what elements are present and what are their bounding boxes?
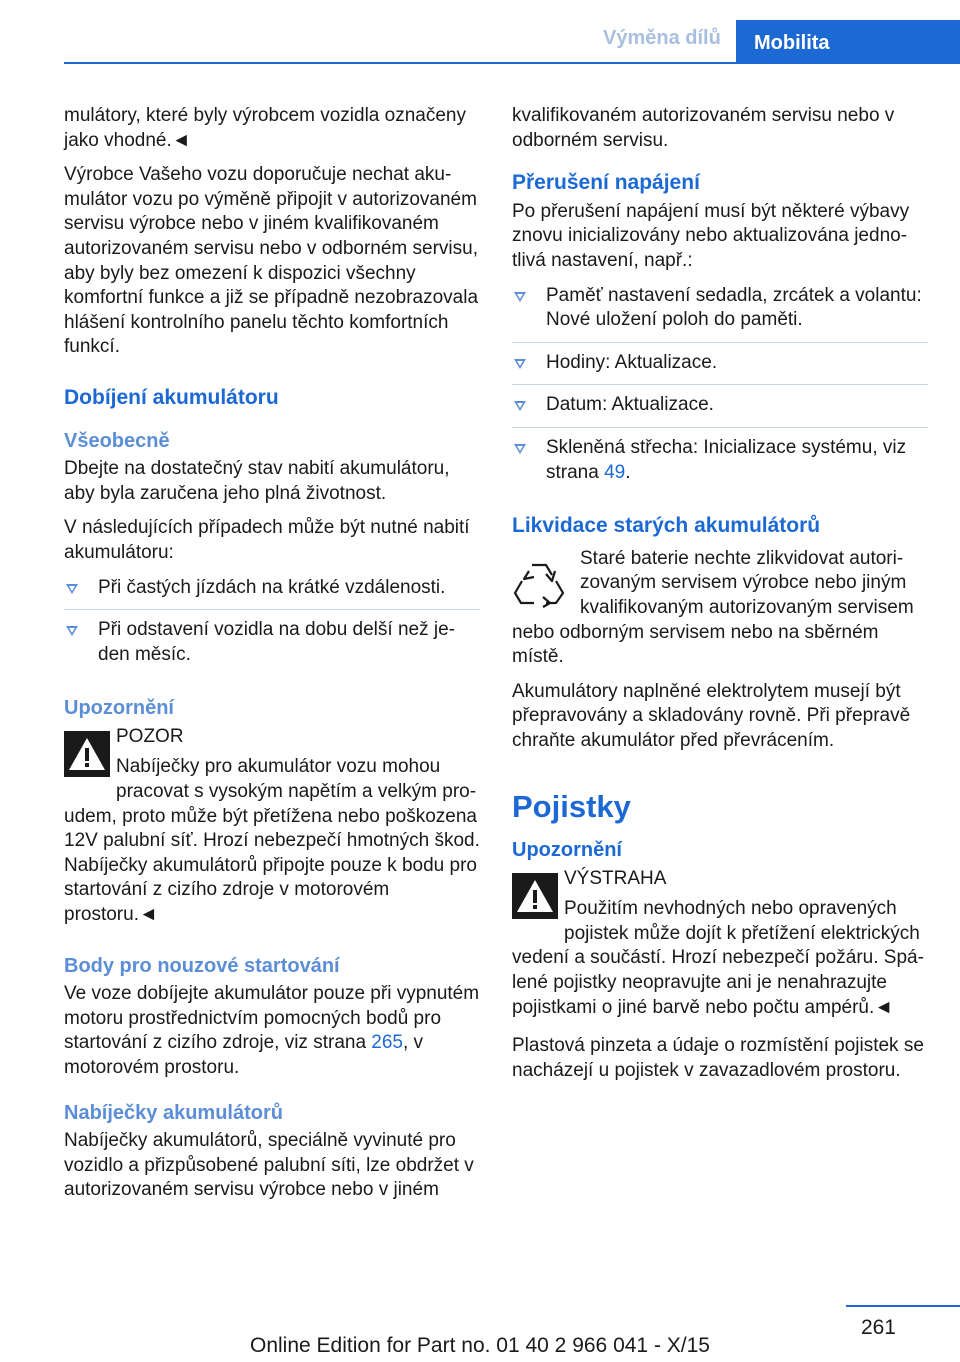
list-item-text: Paměť nastavení sedadla, zrcátek a volantu: Nové uložení poloh do paměti. <box>546 284 922 331</box>
list-item <box>64 576 480 611</box>
paragraph <box>64 982 480 1080</box>
list-item-text: Při častých jízdách na krátké vzdálenosti. <box>98 576 446 598</box>
paragraph: mulátory, které byly výrobcem vozidla označeny jako vhodné.◄ <box>64 105 466 151</box>
list-item-text: Hodiny: Aktualizace. <box>546 351 718 373</box>
list-item <box>512 393 928 428</box>
list-item <box>512 351 928 386</box>
triangle-bullet-icon <box>514 401 526 411</box>
page-link-49[interactable]: 49 <box>604 461 626 483</box>
text-run: Skleněná střecha: Inicializace systému, viz strana <box>546 436 907 483</box>
heading-jump-start: Body pro nouzové startování <box>64 954 340 977</box>
triangle-bullet-icon <box>514 359 526 369</box>
warning-title: VÝSTRAHA <box>564 867 667 889</box>
list-item <box>512 284 928 343</box>
right-column <box>512 104 928 1093</box>
text-run: . <box>625 461 631 483</box>
recycle-icon <box>512 555 566 609</box>
heading-chargers: Nabíječky akumulátorů <box>64 1101 283 1124</box>
paragraph: Dbejte na dostatečný stav nabití akumulátoru, aby byla zaručena jeho plná životnost. <box>64 458 450 504</box>
paragraph: Po přerušení napájení musí být některé výbavy znovu inicializovány nebo aktualizována jednotlivá nastavení, např.: <box>512 200 910 271</box>
chapter-heading-fuses: Pojistky <box>512 789 631 825</box>
triangle-bullet-icon <box>66 584 78 594</box>
heading-general: Všeobecně <box>64 429 170 452</box>
triangle-bullet-icon <box>66 626 78 636</box>
warning-text: Použitím nevhodných nebo opravených pojistek může dojít k přetížení elektrických vedení a součástí. Hrozí nebezpečí požáru. Spálené pojistky neopravujte ani je nenahrazujte pojistkami o jiné barvě nebo počtu ampérů.◄ <box>512 898 924 1018</box>
text-run: , v motorovém prostoru. <box>64 1032 424 1078</box>
paragraph: Nabíječky akumulátorů, speciálně vyvinuté pro vozidlo a přizpůsobené palubní síti, lze obdržet v autorizovaném servisu výrobce nebo v jiném <box>64 1130 474 1201</box>
edition-footer: Online Edition for Part no. 01 40 2 966 041 - X/15 <box>250 1334 710 1357</box>
page-number: 261 <box>860 1316 896 1339</box>
caution-title: POZOR <box>116 725 184 747</box>
heading-notice: Upozornění <box>64 697 174 720</box>
heading-power-interruption: Přerušení napájení <box>512 171 700 195</box>
heading-notice: Upozornění <box>512 839 622 862</box>
paragraph: kvalifikovaném autorizovaném servisu nebo v odborném servisu. <box>512 105 895 151</box>
paragraph: Plastová pinzeta a údaje o rozmístění pojistek se nacházejí u pojistek v zavazadlovém prostoru. <box>512 1035 924 1081</box>
list-item-text: Datum: Aktualizace. <box>546 394 714 416</box>
list-item-text: Při odstavení vozidla na dobu delší než jeden měsíc. <box>98 619 455 665</box>
triangle-bullet-icon <box>514 292 526 302</box>
warning-triangle-icon <box>64 731 110 777</box>
paragraph: Výrobce Vašeho vozu doporučuje nechat akumulátor vozu po výměně připojit v autorizovaném servisu výrobce nebo v jiném kvalifikovaném autorizovaném servisu nebo v odborném servisu, aby byly bez omezení k dispozici všechny komfortní funkce a již se případně nezobrazovala hlášení kontrolního panelu těchto komfortních funkcí. <box>64 164 479 358</box>
header-chapter-tab: Mobilita <box>736 20 960 64</box>
warning-triangle-icon <box>512 873 558 919</box>
triangle-bullet-icon <box>514 444 526 454</box>
paragraph: Akumulátory naplněné elektrolytem musejí být přepravovány a skladovány rovně. Při přepravě chraňte akumulátor před převrácením. <box>512 680 911 751</box>
caution-box <box>64 725 480 928</box>
header-rule <box>64 62 960 64</box>
paragraph: V následujících případech může být nutné nabití akumulátoru: <box>64 517 470 563</box>
header-section-title: Výměna dílů <box>603 27 721 49</box>
bullet-list <box>512 284 928 495</box>
page-number-rule <box>846 1305 960 1307</box>
list-item <box>64 618 480 676</box>
caution-text: Nabíječky pro akumulátor vozu mohou pracovat s vysokým napětím a velkým proudem, proto může být přetížena nebo poškozena 12V palubní síť. Hrozí nebezpečí hmotných škod. Nabíječky akumulátorů připojte pouze k bodu pro startování z cizího zdroje v motorovém prostoru.◄ <box>64 756 480 926</box>
heading-disposal: Likvidace starých akumulátorů <box>512 514 821 538</box>
warning-box <box>512 867 928 1021</box>
disposal-paragraph <box>512 547 928 670</box>
list-item <box>512 436 928 494</box>
page-link-265[interactable]: 265 <box>371 1032 403 1054</box>
text-run: Ve voze dobíjejte akumulátor pouze při vypnutém motoru prostřednictvím pomocných bodů pro startování z cizího zdroje, viz strana <box>64 983 480 1054</box>
heading-charging: Dobíjení akumulátoru <box>64 385 279 409</box>
bullet-list <box>64 576 480 677</box>
left-column <box>64 104 480 1213</box>
text-run: Staré baterie nechte zlikvidovat autorizovaným servisem výrobce nebo jiným kvalifikovaným autorizovaným servisem nebo odborným servisem nebo na sběrném místě. <box>512 547 914 668</box>
